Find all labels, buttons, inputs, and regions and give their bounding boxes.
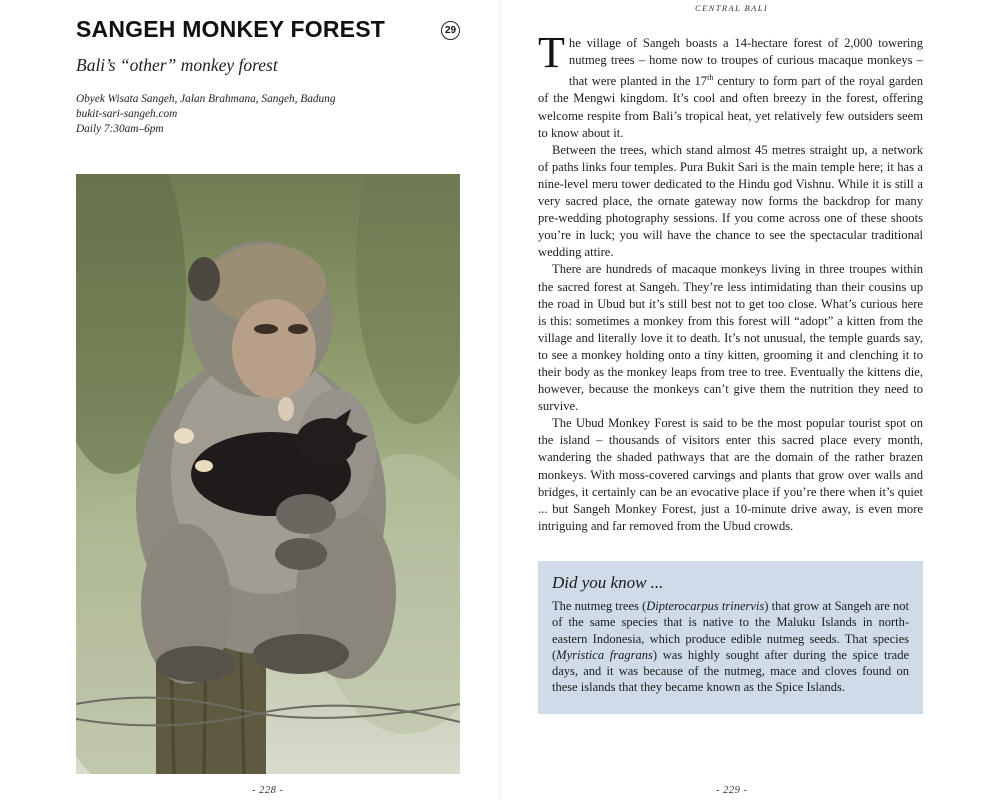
drop-cap: T [538, 28, 565, 77]
did-you-know-text: The nutmeg trees (Dipterocarpus trinervis) that grow at Sangeh are not of the same species that is native to the Maluku Islands in north-eastern Indonesia, which produce edible nutmeg seeds. That species (Myristica fragrans) was highly sought after during the spice trade days, and it was because of the nutmeg, mace and cloves found on these islands that they became known as the Spice Islands. [552, 599, 910, 695]
page-number-right: - 229 - [716, 785, 748, 796]
address-line: Obyek Wisata Sangeh, Jalan Brahmana, Sangeh, Badung [76, 93, 336, 105]
monkey-photo [76, 174, 460, 774]
did-you-know-box [538, 561, 923, 714]
monkey-illustration [76, 174, 460, 774]
did-you-know-title: Did you know ... [552, 573, 664, 592]
article-body [538, 28, 923, 535]
website-line: bukit-sari-sangeh.com [76, 108, 178, 120]
page-number-left: - 228 - [252, 785, 284, 796]
page-subtitle: Bali’s “other” monkey forest [76, 55, 278, 75]
location-info [76, 92, 335, 137]
entry-number-badge: 29 [441, 21, 460, 40]
paragraph-1 [538, 28, 923, 142]
paragraph-1-text: he village of Sangeh boasts a 14-hectare forest of 2,000 towering nutmeg trees – home now to troupes of curious macaque monkeys – that were planted in the 17th century to form part of the royal garden of the Mengwi kingdom. It’s cool and often breezy in the forest, offering welcome respite from Bali’s tropical heat, yet relatively few outsiders seem to know about it. [538, 36, 923, 140]
page-title: SANGEH MONKEY FOREST [76, 16, 385, 42]
paragraph-3: There are hundreds of macaque monkeys living in three troupes within the sacred forest at Sangeh. They’re less intimidating than their cousins up the road in Ubud but it’s still best not to get too close. What’s curious here is this: sometimes a monkey from this forest will “adopt” a kitten from the village and literally love it to death. It’s not unusual, the temple guards say, to see a monkey holding onto a tiny kitten, grooming it and clenching it to their body as the monkey leaps from tree to tree. Eventually the kittens die, however, because the monkeys can’t give them the nutrition they need to survive. [538, 262, 923, 414]
paragraph-2: Between the trees, which stand almost 45 metres straight up, a network of paths links four temples. Pura Bukit Sari is the main temple here; it has a nine-level meru tower dedicated to the Hindu god Vishnu. While it is still a very sacred place, the ornate gateway now forms the backdrop for many pre-wedding photography sessions. If you come across one of these shoots you’re in luck; you will have the chance to see the spectacular traditional wedding attire. [538, 142, 923, 260]
paragraph-4: The Ubud Monkey Forest is said to be the most popular tourist spot on the island – thousands of visitors enter this sacred place every month, wandering the shaded pathways that are the domain of the rather brazen monkeys. With moss-covered carvings and plants that grow over walls and bridges, it certainly can be an evocative place if you’re there when it’s quiet ... but Sangeh Monkey Forest, just a 10-minute drive away, is even more intriguing and far removed from the Ubud crowds. [538, 416, 923, 533]
running-head: CENTRAL BALI [695, 3, 769, 13]
hours-line: Daily 7:30am–6pm [76, 123, 164, 135]
